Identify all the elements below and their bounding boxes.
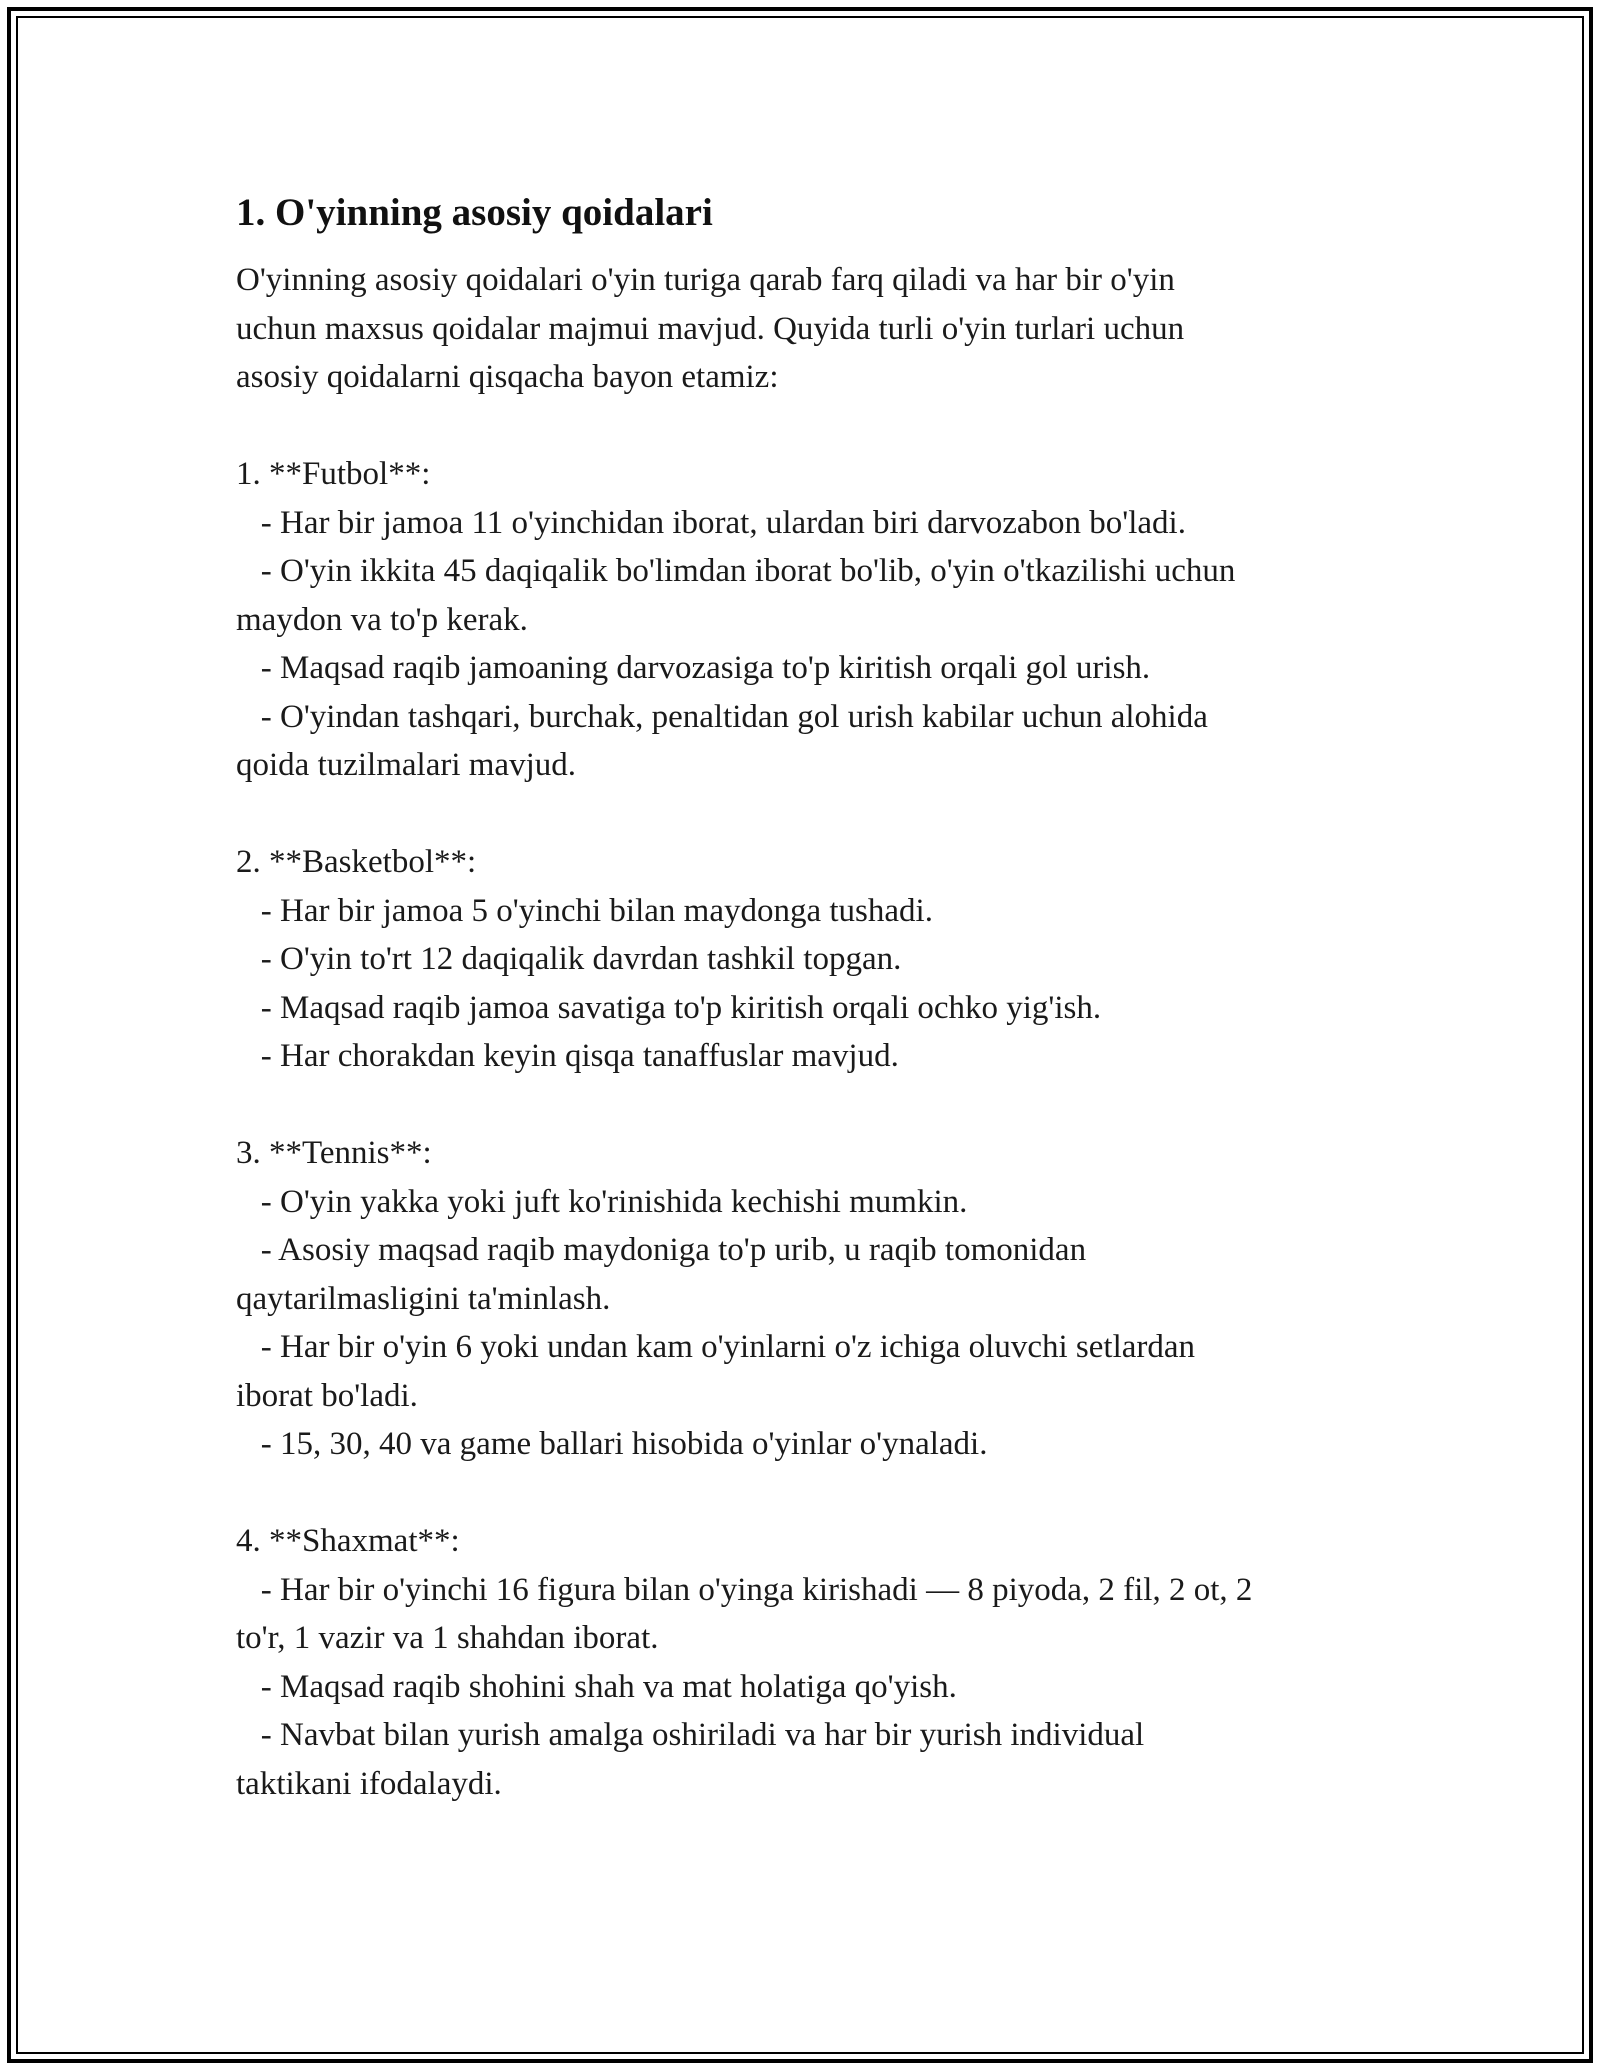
section-heading: 1. O'yinning asosiy qoidalari: [236, 191, 713, 234]
document-content: [236, 188, 1386, 1808]
section-body-text: O'yinning asosiy qoidalari o'yin turiga qarab farq qiladi va har bir o'yin uchun maxsus qoidalar majmui mavjud. Quyida turli o'yin turlari uchun asosiy qoidalarni qisqacha bayon etamiz: 1. **Futbol**: - Har bir jamoa 11 o'yinchidan iborat, ulardan biri darvozabon bo'ladi. - O'yin ikkita 45 daqiqalik bo'limdan iborat bo'lib, o'yin o'tkazilishi uchun maydon va to'p kerak. - Maqsad raqib jamoaning darvozasiga to'p kiritish orqali gol urish. - O'yindan tashqari, burchak, penaltidan gol urish kabilar uchun alohida qoida tuzilmalari mavjud. 2. **Basketbol**: - Har bir jamoa 5 o'yinchi bilan maydonga tushadi. - O'yin to'rt 12 daqiqalik davrdan tashkil topgan. - Maqsad raqib jamoa savatiga to'p kiritish orqali ochko yig'ish. - Har chorakdan keyin qisqa tanaffuslar mavjud. 3. **Tennis**: - O'yin yakka yoki juft ko'rinishida kechishi mumkin. - Asosiy maqsad raqib maydoniga to'p urib, u raqib tomonidan qaytarilmasligini ta'minlash. - Har bir o'yin 6 yoki undan kam o'yinlarni o'z ichiga oluvchi setlardan iborat bo'ladi. - 15, 30, 40 va game ballari hisobida o'yinlar o'ynaladi. 4. **Shaxmat**: - Har bir o'yinchi 16 figura bilan o'yinga kirishadi — 8 piyoda, 2 fil, 2 ot, 2 to'r, 1 vazir va 1 shahdan iborat. - Maqsad raqib shohini shah va mat holatiga qo'yish. - Navbat bilan yurish amalga oshiriladi va har bir yurish individual taktikani ifodalaydi.: [236, 262, 1253, 1802]
